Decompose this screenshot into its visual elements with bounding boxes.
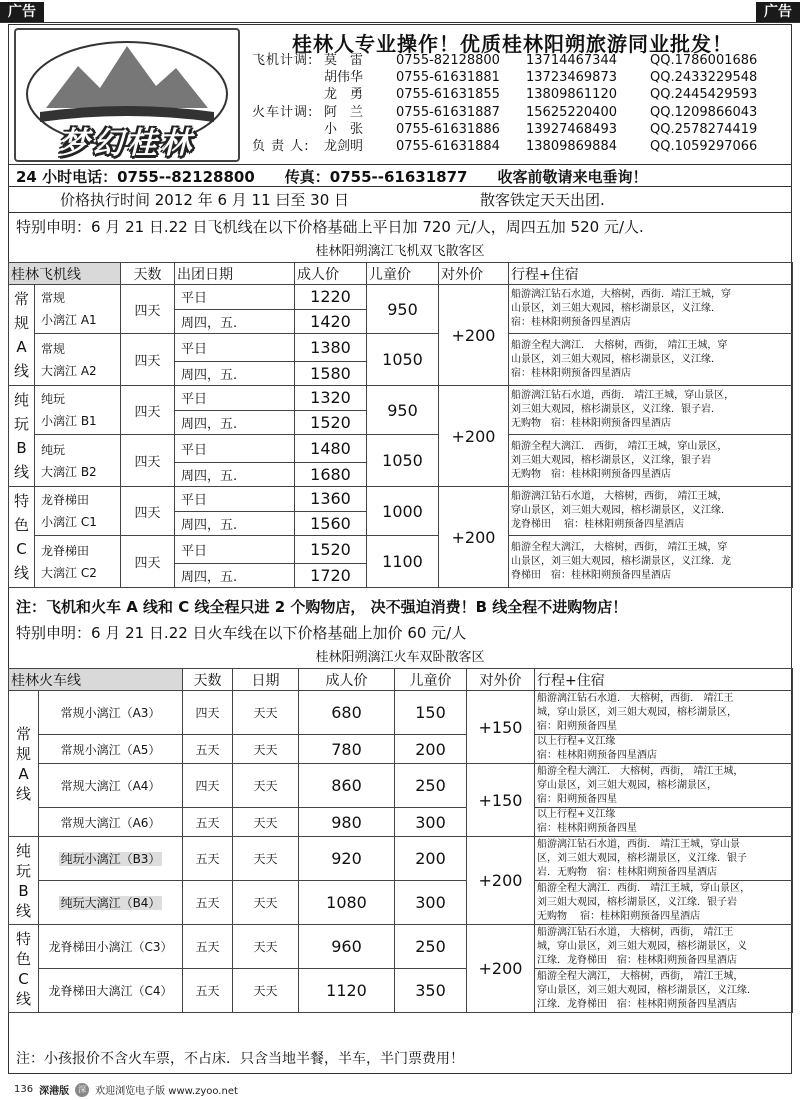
top-rule: [0, 22, 800, 23]
adult-price: 1680: [295, 462, 367, 487]
itinerary-line: 刘三姐大观园，榕杉湖景区，义江缘，银子岩: [511, 454, 711, 466]
train-route-name: [39, 969, 183, 1013]
itinerary-line: 穿山景区，刘三姐大观园，榕杉湖景区，: [537, 779, 717, 791]
contact-name: 小 张: [324, 121, 364, 137]
itinerary-line: 山景区，刘三姐大观园，榕杉湖景区，义江缘．龙: [511, 555, 731, 567]
departure-date: 周四，五.: [175, 462, 295, 487]
ad-label-left: 广告: [0, 2, 44, 22]
itinerary-line: 刘三姐大观园，榕杉湖景区，义江缘．银子岩: [537, 896, 737, 908]
line-label-char: 线: [13, 463, 29, 481]
contact-phone: 0755-61631887: [396, 104, 500, 120]
train-row: [9, 837, 793, 881]
train-line-label: [9, 691, 39, 837]
departure-date: 周四，五.: [175, 410, 295, 435]
train-route-name-text: 常规小漓江（A3）: [60, 706, 161, 720]
itinerary-line: 宿：桂林阳朔预备四星酒店: [511, 317, 631, 328]
walk-in-note: 散客铁定天天出团.: [480, 191, 605, 209]
contact-phone: 0755-61631884: [396, 139, 500, 155]
itinerary: [535, 764, 793, 808]
line-label-char: 线: [13, 564, 29, 582]
contact-qq: QQ.1786001686: [650, 53, 758, 68]
train-days: 五天: [183, 925, 233, 969]
departure-date: 平日: [175, 334, 295, 362]
route-days: 四天: [121, 435, 175, 487]
flight-header-cell: 成人价: [295, 263, 367, 285]
itinerary-line: 船游漓江钻石水道， 大榕树，西街， 靖江王: [537, 926, 734, 938]
child-price: 250: [395, 764, 467, 808]
train-header-cell: 行程+住宿: [535, 669, 793, 691]
logo-text: 梦幻桂林: [59, 126, 195, 161]
train-row: [9, 881, 793, 925]
contact-mobile: 13809861120: [526, 87, 617, 103]
itinerary: [535, 691, 793, 735]
train-row: [9, 764, 793, 808]
adult-price: 1580: [295, 361, 367, 386]
line-label-char: 色: [15, 949, 31, 968]
train-header-cell: 成人价: [299, 669, 395, 691]
train-route-name-text: 纯玩小漓江（B3）: [60, 852, 161, 866]
route-type: 龙脊梯田: [41, 543, 90, 558]
itinerary: [509, 435, 793, 487]
itinerary-line: 宿：桂林阳朔预备四星: [537, 823, 637, 834]
flight-header-cell: 出团日期: [175, 263, 295, 285]
line-label-char: 常: [13, 290, 29, 308]
contact-mobile: 13927468493: [526, 121, 617, 137]
flight-line-label: [9, 487, 35, 588]
route-type: 纯玩: [41, 442, 66, 457]
itinerary-line: 山景区，刘三姐大观园，榕杉湖景区，义江缘．: [511, 353, 721, 365]
route-code: 大漓江 A2: [41, 363, 97, 378]
contact-role: [252, 121, 324, 138]
adult-price: 1220: [295, 285, 367, 310]
route-name: [35, 487, 121, 536]
flight-header-cell: 天数: [121, 263, 175, 285]
route-type: 常规: [41, 291, 66, 305]
flight-header-cell: 桂林飞机线: [9, 263, 121, 285]
divider: [8, 186, 792, 187]
contact-list: [252, 52, 770, 155]
train-route-name: [39, 691, 183, 735]
contact-qq: QQ.1059297066: [650, 139, 758, 155]
train-days: 五天: [183, 881, 233, 925]
itinerary-line: 山景区，刘三姐大观园，榕杉湖景区，义江缘．: [511, 303, 721, 314]
contact-mobile: 13714467344: [526, 53, 617, 68]
contact-qq: QQ.2445429593: [650, 87, 758, 103]
train-line-label: [9, 925, 39, 1013]
contact-name: 莫 雷: [324, 53, 364, 68]
adult-price: 1360: [295, 487, 367, 512]
external-price: +200: [439, 487, 509, 588]
itinerary-line: 城，穿山景区，刘三姐大观园，榕杉湖景区，: [537, 706, 737, 718]
route-name: [35, 435, 121, 487]
child-price: 1000: [367, 487, 439, 536]
line-label-char: A: [16, 338, 27, 356]
flight-line-label: [9, 386, 35, 487]
train-days: 四天: [183, 691, 233, 735]
adult-price: 1480: [295, 435, 367, 463]
flight-row: [9, 536, 793, 564]
itinerary-line: 无购物 宿：桂林阳朔预备四星酒店: [511, 418, 671, 429]
flight-header-cell: 行程+住宿: [509, 263, 793, 285]
footer: [14, 1082, 238, 1097]
itinerary-line: 宿：阳朔预备四星: [537, 793, 617, 805]
flight-section-title: 桂林阳朔漓江飞机双飞散客区: [315, 244, 485, 259]
train-route-name: [39, 881, 183, 925]
train-date: 天天: [233, 925, 299, 969]
contact-role: 飞机计调:: [252, 53, 314, 68]
train-header-cell: 桂林火车线: [9, 669, 183, 691]
train-days: 五天: [183, 969, 233, 1013]
child-price: 1050: [367, 334, 439, 386]
train-header-cell: 天数: [183, 669, 233, 691]
child-price: 200: [395, 735, 467, 764]
route-days: 四天: [121, 334, 175, 386]
train-row: [9, 969, 793, 1013]
headline: 桂林人专业操作！优质桂林阳朔旅游同业批发！: [292, 32, 733, 56]
line-label-char: 规: [13, 314, 29, 332]
contact-row: [252, 121, 770, 138]
line-label-char: B: [18, 881, 29, 900]
contact-name: 胡伟华: [324, 70, 364, 86]
itinerary: [509, 386, 793, 435]
contact-row: [252, 104, 770, 121]
itinerary-line: 以上行程+义江缘: [537, 809, 616, 820]
line-label-char: C: [18, 969, 29, 988]
line-label-char: 特: [13, 492, 29, 510]
line-label-char: 规: [15, 744, 31, 763]
external-price: +150: [467, 764, 535, 837]
contact-mobile: 13809869884: [526, 139, 617, 155]
flight-row: [9, 334, 793, 362]
child-price: 300: [395, 808, 467, 837]
itinerary: [535, 808, 793, 837]
itinerary-line: 船游漓江钻石水道， 大榕树，西街， 靖江王城，: [511, 491, 728, 502]
train-row: [9, 808, 793, 837]
contact-role: [252, 69, 324, 86]
child-price: 1100: [367, 536, 439, 588]
flight-line-label: [9, 285, 35, 386]
train-route-name: [39, 764, 183, 808]
route-code: 小漓江 C1: [41, 515, 97, 529]
route-name: [35, 285, 121, 334]
train-date: 天天: [233, 691, 299, 735]
child-price: 300: [395, 881, 467, 925]
adult-price: 680: [299, 691, 395, 735]
itinerary-line: 刘三姐大观园，榕杉湖景区，义江缘．银子岩．: [511, 404, 721, 415]
itinerary-line: 脊梯田 宿：桂林阳朔预备四星酒店: [511, 569, 671, 581]
train-route-name-text: 常规小漓江（A5）: [60, 742, 161, 757]
line-label-char: B: [16, 439, 27, 457]
itinerary-line: 船游漓江钻石水道，西街． 靖江王城，穿山景区，: [511, 390, 735, 401]
adult-price: 960: [299, 925, 395, 969]
itinerary-line: 穿山景区，刘三姐大观园，榕杉湖景区，义江缘．: [537, 984, 757, 996]
train-row: [9, 925, 793, 969]
external-price: +200: [467, 925, 535, 1013]
train-date: 天天: [233, 881, 299, 925]
contact-phone: 0755-61631881: [396, 70, 500, 86]
itinerary-line: 区，刘三姐大观园，榕杉湖景区，义江缘．银子: [537, 852, 747, 864]
line-label-char: 特: [15, 929, 31, 948]
itinerary-line: 以上行程+义江缘: [537, 736, 616, 747]
contact-row: [252, 69, 770, 86]
contact-qq: QQ.1209866043: [650, 104, 758, 120]
train-days: 五天: [183, 735, 233, 764]
divider: [8, 164, 792, 165]
adult-price: 1520: [295, 410, 367, 435]
train-header-cell: 对外价: [467, 669, 535, 691]
departure-date: 周四，五.: [175, 563, 295, 588]
contact-role: 负 责 人:: [252, 139, 310, 155]
contact-mobile: 13723469873: [526, 70, 617, 86]
itinerary-line: 龙脊梯田 宿：桂林阳朔预备四星酒店: [511, 519, 685, 530]
train-date: 天天: [233, 808, 299, 837]
external-price: +200: [467, 837, 535, 925]
train-date: 天天: [233, 837, 299, 881]
train-header-cell: 日期: [233, 669, 299, 691]
adult-price: 980: [299, 808, 395, 837]
line-label-char: 线: [15, 901, 31, 920]
divider: [8, 212, 792, 213]
itinerary-line: 船游漓江钻石水道． 大榕树，西街． 靖江王: [537, 692, 734, 704]
route-code: 大漓江 C2: [41, 565, 97, 580]
itinerary-line: 船游漓江钻石水道，西街． 靖江王城，穿山景: [537, 838, 741, 850]
child-price: 350: [395, 969, 467, 1013]
contact-phone: 0755-61631886: [396, 121, 500, 137]
train-route-name: [39, 808, 183, 837]
itinerary-line: 江缘．龙脊梯田 宿：桂林阳朔预备四星酒店: [537, 998, 737, 1010]
route-code: 小漓江 A1: [41, 313, 97, 327]
hotline: 24 小时电话：0755--82128800 传真：0755--61631877 收客前敬请来电垂询！: [16, 168, 648, 186]
itinerary-line: 船游全程大漓江， 大榕树，西街， 靖江王城，: [537, 970, 744, 982]
departure-date: 平日: [175, 487, 295, 512]
route-code: 大漓江 B2: [41, 464, 97, 479]
line-label-char: 玩: [15, 861, 31, 880]
departure-date: 周四，五.: [175, 361, 295, 386]
train-row: [9, 735, 793, 764]
itinerary-line: 岩．无购物 宿：桂林阳朔预备四星酒店: [537, 866, 717, 878]
route-days: 四天: [121, 487, 175, 536]
contact-name: 阿 兰: [324, 104, 364, 120]
itinerary: [535, 881, 793, 925]
child-price: 950: [367, 285, 439, 334]
shopping-note: 注：飞机和火车 A 线和 C 线全程只进 2 个购物店， 决不强迫消费！B 线全程不进购物店！: [16, 598, 628, 616]
train-date: 天天: [233, 969, 299, 1013]
contact-qq: QQ.2433229548: [650, 70, 758, 86]
flight-header-row: [9, 263, 793, 285]
external-price: +200: [439, 285, 509, 386]
train-date: 天天: [233, 735, 299, 764]
child-price-note: 注：小孩报价不含火车票，不占床．只含当地半餐，半车，半门票费用！: [16, 1051, 464, 1067]
flight-row: [9, 435, 793, 463]
train-route-name: [39, 925, 183, 969]
departure-date: 平日: [175, 435, 295, 463]
route-code: 小漓江 B1: [41, 414, 97, 428]
line-label-char: 纯: [15, 841, 31, 860]
itinerary-line: 无购物 宿：桂林阳朔预备四星酒店: [511, 468, 671, 480]
departure-date: 平日: [175, 285, 295, 310]
flight-notice: 特别申明：6 月 21 日.22 日飞机线在以下价格基础上平日加 720 元/人，周四五加 520 元/人.: [16, 218, 644, 236]
train-section-title: 桂林阳朔漓江火车双卧散客区: [315, 650, 485, 665]
footer-text: 欢迎浏览电子版 www.zyoo.net: [95, 1086, 238, 1097]
child-price: 200: [395, 837, 467, 881]
adult-price: 920: [299, 837, 395, 881]
contact-phone: 0755-82128800: [396, 53, 500, 68]
child-price: 150: [395, 691, 467, 735]
itinerary-line: 穿山景区，刘三姐大观园，榕杉湖景区，义江缘．: [511, 505, 731, 516]
train-price-table: [8, 668, 793, 1013]
adult-price: 1520: [295, 536, 367, 564]
publisher-icon: 深: [75, 1083, 89, 1097]
itinerary-line: 宿：桂林阳朔预备四星酒店: [511, 367, 631, 379]
train-row: [9, 691, 793, 735]
route-name: [35, 334, 121, 386]
itinerary-line: 船游漓江钻石水道，大榕树，西街．靖江王城，穿: [511, 289, 731, 300]
itinerary-line: 船游全程大漓江． 大榕树，西街， 靖江王城，: [537, 765, 744, 777]
train-route-name: [39, 837, 183, 881]
itinerary: [535, 735, 793, 764]
itinerary: [509, 334, 793, 386]
train-route-name-text: 常规大漓江（A4）: [60, 779, 161, 793]
train-route-name-text: 常规大漓江（A6）: [60, 815, 161, 830]
train-line-label: [9, 837, 39, 925]
train-days: 五天: [183, 808, 233, 837]
contact-row: [252, 86, 770, 103]
route-days: 四天: [121, 285, 175, 334]
itinerary: [509, 487, 793, 536]
route-type: 龙脊梯田: [41, 493, 90, 507]
route-name: [35, 386, 121, 435]
train-route-name: [39, 735, 183, 764]
line-label-char: 玩: [13, 415, 29, 433]
ad-label-right: 广告: [756, 2, 800, 22]
page-number: 136: [14, 1084, 34, 1095]
flight-row: [9, 285, 793, 310]
adult-price: 860: [299, 764, 395, 808]
adult-price: 1560: [295, 511, 367, 536]
itinerary-line: 宿：桂林阳朔预备四星酒店: [537, 750, 657, 761]
contact-name: 龙剑明: [324, 139, 364, 155]
departure-date: 周四，五.: [175, 511, 295, 536]
adult-price: 1320: [295, 386, 367, 411]
itinerary-line: 船游全程大漓江．西街． 靖江王城，穿山景区，: [537, 882, 751, 894]
train-date: 天天: [233, 764, 299, 808]
adult-price: 1720: [295, 563, 367, 588]
itinerary-line: 城，穿山景区，刘三姐大观园，榕杉湖景区，义: [537, 940, 747, 952]
departure-date: 周四，五.: [175, 309, 295, 334]
flight-row: [9, 487, 793, 512]
contact-phone: 0755-61631855: [396, 87, 500, 103]
itinerary-line: 无购物 宿：桂林阳朔预备四星酒店: [537, 910, 701, 922]
adult-price: 1080: [299, 881, 395, 925]
train-header-cell: 儿童价: [395, 669, 467, 691]
flight-header-cell: 对外价: [439, 263, 509, 285]
line-label-char: 线: [13, 362, 29, 380]
child-price: 1050: [367, 435, 439, 487]
route-days: 四天: [121, 536, 175, 588]
itinerary: [535, 925, 793, 969]
itinerary-line: 船游全程大漓江． 西街， 靖江王城，穿山景区，: [511, 440, 728, 452]
line-label-char: 色: [13, 516, 29, 534]
line-label-char: 线: [15, 989, 31, 1008]
train-header-row: [9, 669, 793, 691]
route-days: 四天: [121, 386, 175, 435]
itinerary: [509, 285, 793, 334]
train-days: 五天: [183, 837, 233, 881]
adult-price: 1120: [299, 969, 395, 1013]
route-name: [35, 536, 121, 588]
departure-date: 平日: [175, 386, 295, 411]
itinerary: [535, 837, 793, 881]
route-type: 纯玩: [41, 392, 66, 406]
child-price: 250: [395, 925, 467, 969]
validity: 价格执行时间 2012 年 6 月 11 曰至 30 日: [60, 191, 350, 209]
itinerary-line: 船游全程大漓江， 大榕树，西街， 靖江王城，穿: [511, 541, 728, 553]
itinerary-line: 宿：阳朔预备四星: [537, 720, 617, 732]
contact-row: [252, 138, 770, 155]
contact-role: 火车计调:: [252, 104, 314, 120]
adult-price: 1420: [295, 309, 367, 334]
contact-qq: QQ.2578274419: [650, 121, 758, 137]
flight-row: [9, 386, 793, 411]
itinerary: [535, 969, 793, 1013]
contact-role: [252, 86, 324, 103]
train-days: 四天: [183, 764, 233, 808]
external-price: +150: [467, 691, 535, 764]
adult-price: 780: [299, 735, 395, 764]
logo: [14, 28, 240, 162]
edition-label: 深港版: [39, 1086, 70, 1097]
itinerary-line: 江缘．龙脊梯田 宿：桂林阳朔预备四星酒店: [537, 954, 737, 966]
external-price: +200: [439, 386, 509, 487]
flight-price-table: [8, 262, 793, 588]
adult-price: 1380: [295, 334, 367, 362]
train-route-name-text: 纯玩大漓江（B4）: [60, 896, 161, 910]
line-label-char: 线: [15, 784, 31, 803]
route-type: 常规: [41, 341, 66, 356]
contact-mobile: 15625220400: [526, 104, 617, 120]
itinerary: [509, 536, 793, 588]
contact-row: [252, 52, 770, 69]
train-route-name-text: 龙脊梯田小漓江（C3）: [48, 940, 173, 954]
line-label-char: 纯: [13, 391, 29, 409]
train-notice: 特别申明：6 月 21 日.22 日火车线在以下价格基础上加价 60 元/人: [16, 624, 467, 642]
contact-name: 龙 勇: [324, 87, 364, 103]
flight-header-cell: 儿童价: [367, 263, 439, 285]
line-label-char: A: [18, 764, 29, 783]
train-route-name-text: 龙脊梯田大漓江（C4）: [48, 984, 173, 998]
child-price: 950: [367, 386, 439, 435]
departure-date: 平日: [175, 536, 295, 564]
itinerary-line: 船游全程大漓江． 大榕树，西街， 靖江王城，穿: [511, 339, 728, 351]
line-label-char: 常: [15, 724, 31, 743]
line-label-char: C: [16, 540, 27, 558]
